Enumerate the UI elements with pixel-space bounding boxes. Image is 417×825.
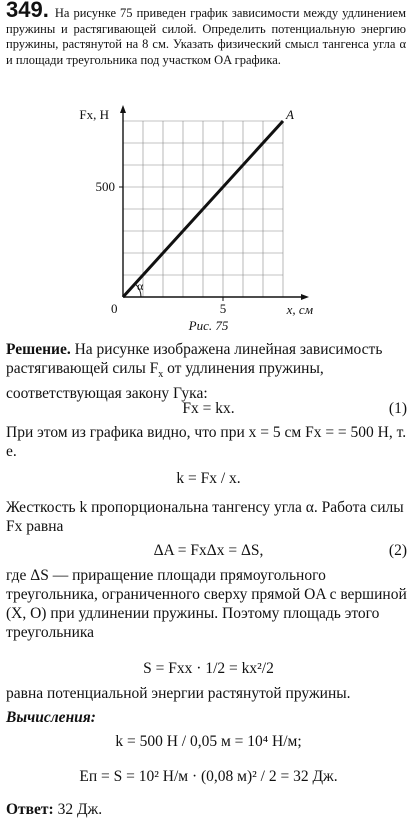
y-axis-arrow [120, 105, 126, 113]
y-axis-label: Fx, Н [79, 107, 109, 122]
solution-paragraph-4: где ΔS — приращение площади прямоугольного треугольника, ограниченного сверху прямой OA с вершиной (X, O) при удлинении пружины. Поэтому площадь этого треугольника [6, 567, 407, 641]
problem-number: 349. [6, 0, 49, 22]
equation-1 [0, 400, 417, 418]
equation-1-number: (1) [388, 400, 407, 417]
answer-label: Ответ: [6, 801, 54, 818]
origin-label: 0 [111, 301, 118, 316]
problem-statement [6, 2, 406, 68]
point-A-label: A [286, 107, 294, 122]
x-axis-arrow [301, 294, 309, 300]
y-tick-label: 500 [95, 179, 115, 194]
solution-paragraph-5: равна потенциальной энергии растянутой пружины. [6, 685, 351, 702]
x-tick-label: 5 [219, 301, 227, 316]
equation-2-number: (2) [388, 542, 407, 559]
subscript-x: x [158, 369, 164, 381]
solution-paragraph-3: Жесткость k пропорциональна тангенсу угла α. Работа силы Fx равна [6, 499, 404, 535]
calculation-1: k = 500 Н / 0,05 м = 10⁴ Н/м; [115, 733, 302, 750]
x-axis-label: x, см [286, 302, 313, 317]
equation-3: S = Fxx · 1/2 = kx²/2 [143, 660, 274, 677]
solution-text-1-end: от удлинения пружины, соответствующая закону Гука: [6, 360, 324, 403]
answer-line [6, 800, 410, 819]
solution-heading: Решение. [6, 341, 71, 358]
solution-paragraph-2: При этом из графика видно, что при x = 5 см Fx = = 500 Н, т. е. [6, 424, 407, 460]
equation-2: ΔA = FxΔx = ΔS, [153, 542, 264, 559]
equation-k: k = Fx / x. [176, 470, 241, 487]
calculation-2: Eп = S = 10² Н/м · (0,08 м)² / 2 = 32 Дж. [79, 768, 338, 785]
figure-caption: Рис. 75 [188, 318, 229, 333]
calculations-label: Вычисления: [6, 709, 96, 726]
solution-text-1: На рисунке изображена линейная зависимость растягивающей силы F [6, 341, 383, 377]
solution-paragraph-1 [6, 340, 410, 403]
problem-text: На рисунке 75 приведен график зависимости между удлинением пружины и растягивающей силой. Определить потенциальную энергию пружины, растянутой на 8 см. Указать физический смысл тангенса угла α и площади треугольника под участком OA графика. [6, 6, 406, 67]
chart-labels [79, 107, 313, 317]
alpha-label: α [137, 279, 144, 293]
force-extension-graph [79, 102, 315, 317]
answer-value: 32 Дж. [57, 801, 103, 818]
equation-1-text: Fx = kx. [182, 400, 235, 417]
